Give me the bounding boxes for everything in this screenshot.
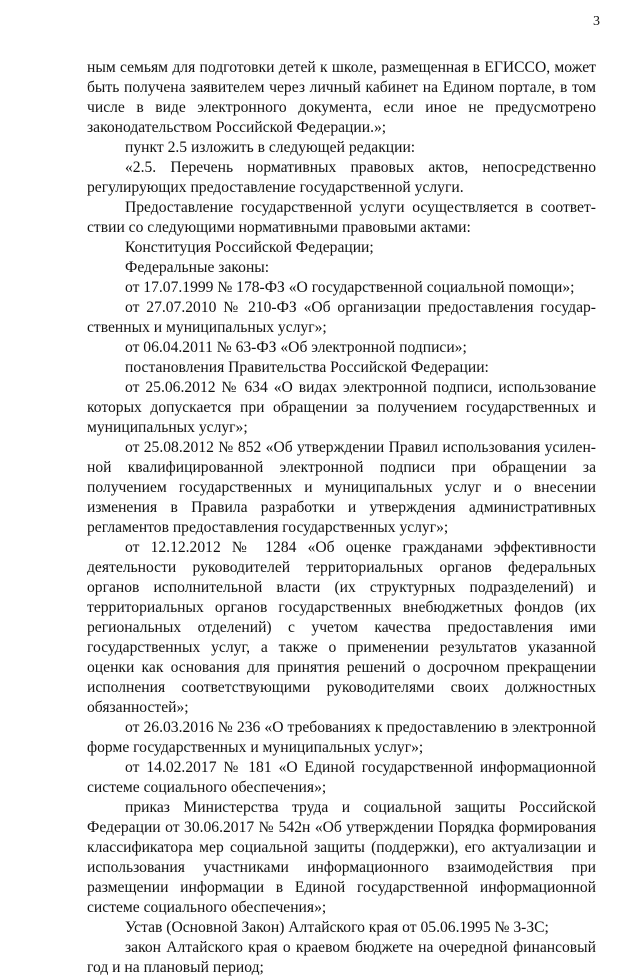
- paragraph-law-210: от 27.07.2010 № 210-ФЗ «Об организации предоставления государственных и муниципальных услуг»;: [87, 299, 596, 336]
- paragraph-resolution-634: от 25.06.2012 № 634 «О видах электронной подписи, использование которых допускается при обращении за получением государственных и муниципальных услуг»;: [87, 379, 596, 436]
- paragraph-constitution: Конституция Российской Федерации;: [125, 239, 374, 256]
- paragraph-budget-law: закон Алтайского края о краевом бюджете на очередной финансовый год и на плановый период;: [87, 939, 596, 976]
- paragraph-resolution-181: от 14.02.2017 № 181 «О Единой государственной информационной системе социального обеспечения»;: [87, 759, 596, 796]
- paragraph-order-542n: приказ Министерства труда и социальной защиты Российской Федерации от 30.06.2017 № 542н «Об утверждении Порядка формирования классификатора мер социальной защиты (поддержки), его актуализации и использования участниками информационного взаимодействия при размещении информации в Единой государственной информационной системе социального обеспечения»;: [87, 799, 596, 916]
- paragraph-federal-laws-heading: Федеральные законы:: [125, 259, 270, 276]
- paragraph-law-178: от 17.07.1999 № 178-ФЗ «О государственной социальной помощи»;: [125, 279, 575, 296]
- paragraph-resolution-1284: от 12.12.2012 № 1284 «Об оценке гражданами эффективности деятельности руководителей территориальных органов федеральных органов исполнительной власти (их структурных подразделений) и территориальных органов государственных внебюджетных фондов (их региональных отделений) с учетом качества предоставления ими государственных услуг, а также о применении результатов указанной оценки как основания для принятия решений о досрочном прекращении исполнения соответствующими руководителями своих должностных обязанностей»;: [87, 539, 596, 716]
- page-number: 3: [593, 14, 600, 29]
- paragraph-charter: Устав (Основной Закон) Алтайского края от 05.06.1995 № 3-ЗС;: [125, 919, 549, 936]
- paragraph-continuation: ным семьям для подготовки детей к школе, размещенная в ЕГИССО, может быть получена заявителем через личный кабинет на Едином портале, в том числе в виде электронного документа, если иное не предусмотрено законодательством Российской Федерации.»;: [87, 59, 596, 136]
- document-body: [87, 58, 596, 978]
- paragraph-resolutions-heading: постановления Правительства Российской Федерации:: [125, 359, 489, 376]
- paragraph-law-63: от 06.04.2011 № 63-ФЗ «Об электронной подписи»;: [125, 339, 467, 356]
- paragraph-intro: Предоставление государственной услуги осуществляется в соответствии со следующими нормативными правовыми актами:: [87, 199, 596, 236]
- paragraph-resolution-852: от 25.08.2012 № 852 «Об утверждении Правил использования усиленной квалифицированной электронной подписи при обращении за получением государственных и муниципальных услуг и о внесении изменения в Правила разработки и утверждения административных регламентов предоставления государственных услуг»;: [87, 439, 596, 536]
- paragraph-resolution-236: от 26.03.2016 № 236 «О требованиях к предоставлению в электронной форме государственных и муниципальных услуг»;: [87, 719, 596, 756]
- paragraph-section-heading: «2.5. Перечень нормативных правовых актов, непосредственно регулирующих предоставление государственной услуги.: [87, 159, 596, 196]
- paragraph-amendment-instruction: пункт 2.5 изложить в следующей редакции:: [125, 139, 416, 156]
